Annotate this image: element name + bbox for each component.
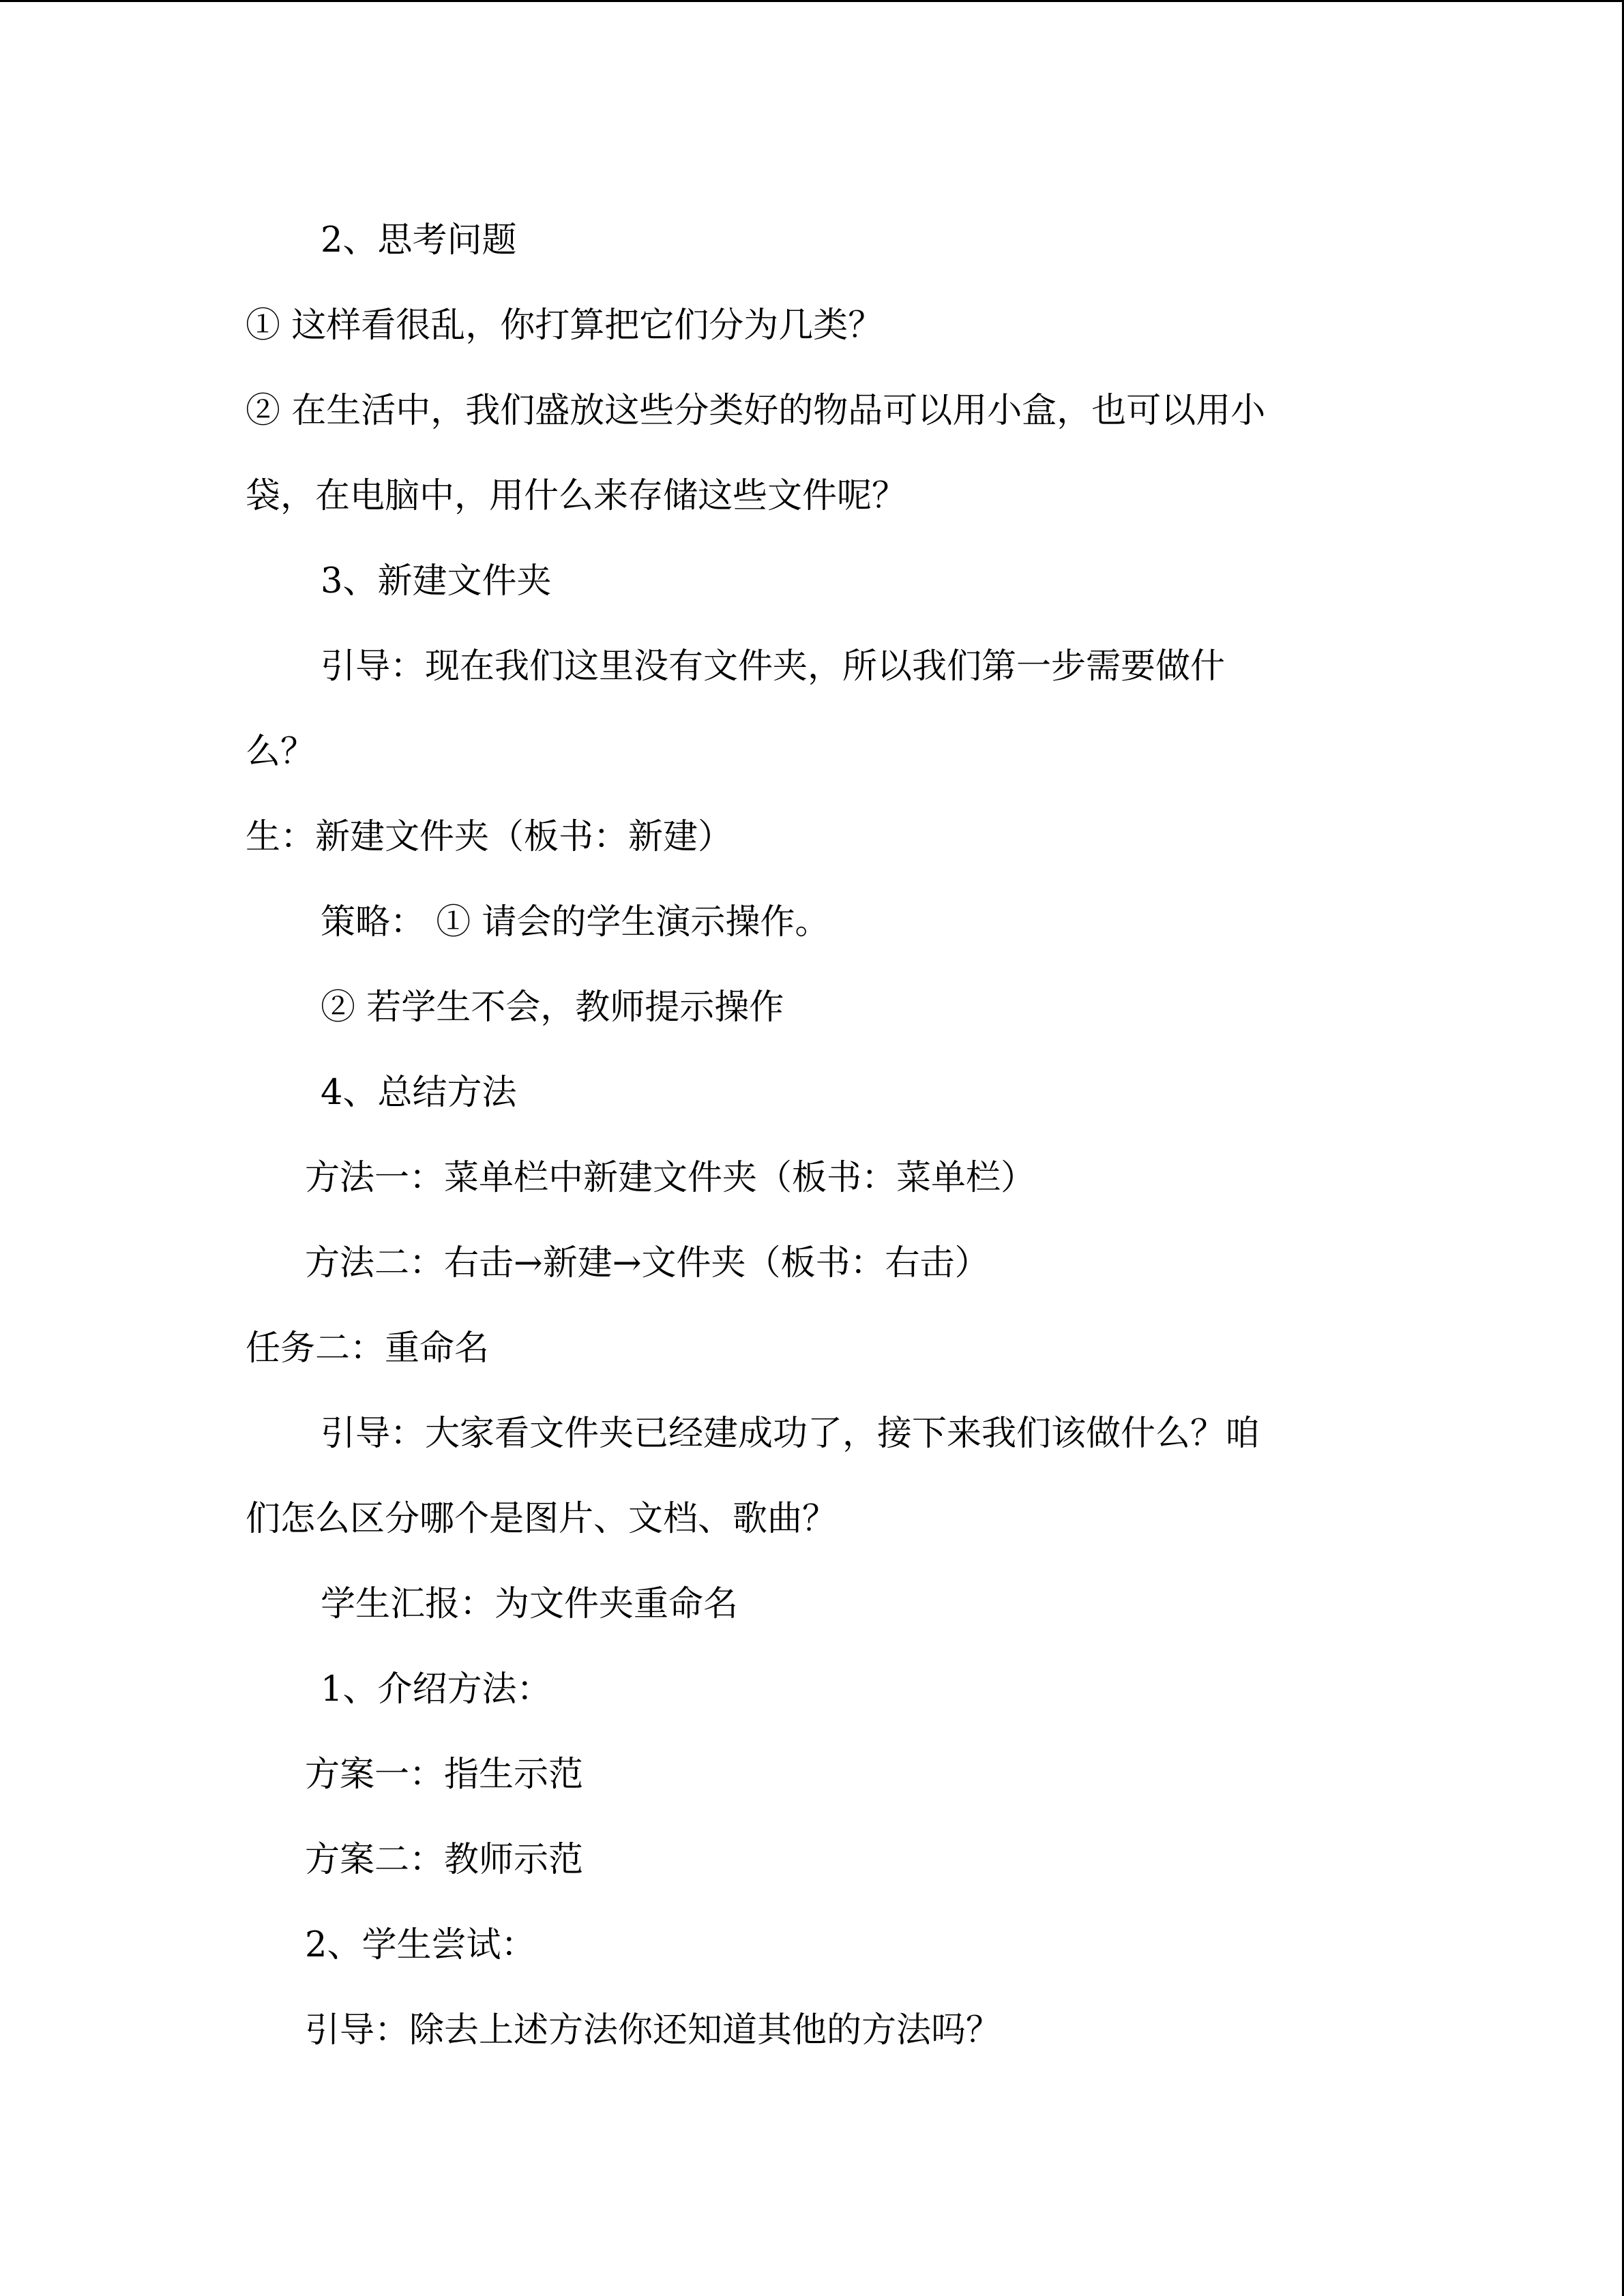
plan-two: 方案二：教师示范 xyxy=(305,1840,584,1880)
heading-think-questions: 2、思考问题 xyxy=(321,220,517,260)
question-two-line-2: 袋，在电脑中，用什么来存储这些文件呢？ xyxy=(246,476,907,516)
heading-task-two-rename: 任务二：重命名 xyxy=(246,1328,490,1369)
guide-other-methods: 引导：除去上述方法你还知道其他的方法吗？ xyxy=(305,2010,1001,2051)
plan-one: 方案一：指生示范 xyxy=(305,1755,584,1795)
guide-new-folder-line-1: 引导：现在我们这里没有文件夹，所以我们第一步需要做什 xyxy=(321,646,1226,687)
question-one: ① 这样看很乱，你打算把它们分为几类？ xyxy=(246,305,883,346)
method-one: 方法一：菜单栏中新建文件夹（板书：菜单栏） xyxy=(305,1158,1036,1198)
student-report-rename: 学生汇报：为文件夹重命名 xyxy=(321,1584,739,1624)
guide-rename-line-1: 引导：大家看文件夹已经建成功了，接下来我们该做什么？咱 xyxy=(321,1414,1260,1454)
guide-rename-line-2: 们怎么区分哪个是图片、文档、歌曲？ xyxy=(246,1499,838,1539)
heading-new-folder: 3、新建文件夹 xyxy=(321,561,552,601)
method-two: 方法二：右击→新建→文件夹（板书：右击） xyxy=(305,1243,990,1283)
heading-introduce-methods: 1、介绍方法： xyxy=(321,1669,552,1710)
question-two-line-1: ② 在生活中，我们盛放这些分类好的物品可以用小盒，也可以用小 xyxy=(246,391,1266,431)
heading-student-try: 2、学生尝试： xyxy=(305,1925,536,1965)
student-answer-new-folder: 生：新建文件夹（板书：新建） xyxy=(246,817,733,857)
strategy-two: ② 若学生不会，教师提示操作 xyxy=(321,987,784,1028)
guide-new-folder-line-2: 么？ xyxy=(246,732,316,772)
heading-summary-methods: 4、总结方法 xyxy=(321,1073,517,1113)
strategy-one: 策略： ① 请会的学生演示操作。 xyxy=(321,902,830,942)
